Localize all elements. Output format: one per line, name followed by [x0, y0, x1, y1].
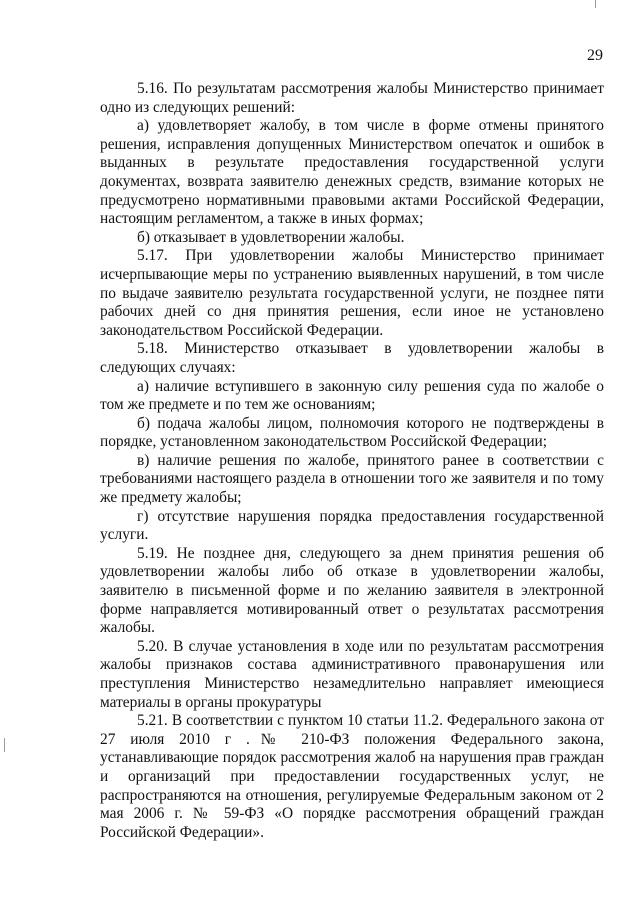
- paragraph-5-18-d: г) отсутствие нарушения порядка предоставления государственной услуги.: [100, 507, 604, 544]
- document-body: [100, 80, 604, 842]
- paragraph-5-16-a: а) удовлетворяет жалобу, в том числе в форме отмены принятого решения, исправления допущенных Министерством опечаток и ошибок в выданных в результате предоставления государственной услуги документах, возврата заявителю денежных средств, взимание которых не предусмотрено нормативными правовыми актами Российской Федерации, настоящим регламентом, а также в иных формах;: [100, 117, 604, 228]
- paragraph-5-18: 5.18. Министерство отказывает в удовлетворении жалобы в следующих случаях:: [100, 340, 604, 376]
- page-number: 29: [587, 47, 603, 64]
- scan-mark-left: [4, 738, 5, 752]
- paragraph-5-21: 5.21. В соответствии с пунктом 10 статьи 11.2. Федерального закона от 27 июля 2010 г .№ 210-ФЗ положения Федерального закона, устанавливающие порядок рассмотрения жалоб на нарушения прав граждан и организаций при предоставлении государственных услуг, не распространяются на отношения, регулируемые Федеральным законом от 2 мая 2006 г. № 59-ФЗ «О порядке рассмотрения обращений граждан Российской Федерации».: [100, 712, 604, 841]
- paragraph-5-18-a: а) наличие вступившего в законную силу решения суда по жалобе о том же предмете и по тем же основаниям;: [100, 377, 604, 414]
- paragraph-5-16: 5.16. По результатам рассмотрения жалобы Министерство принимает одно из следующих решений:: [100, 80, 604, 116]
- paragraph-5-20: 5.20. В случае установления в ходе или по результатам рассмотрения жалобы признаков состава административного правонарушения или преступления Министерство незамедлительно направляет имеющиеся материалы в органы прокуратуры: [100, 637, 604, 711]
- paragraph-5-19: 5.19. Не позднее дня, следующего за днем принятия решения об удовлетворении жалобы либо об отказе в удовлетворении жалобы, заявителю в письменной форме и по желанию заявителя в электронной форме направляется мотивированный ответ о результатах рассмотрения жалобы.: [100, 544, 604, 637]
- paragraph-5-17: 5.17. При удовлетворении жалобы Министерство принимает исчерпывающие меры по устранению выявленных нарушений, в том числе по выдаче заявителю результата государственной услуги, не позднее пяти рабочих дней со дня принятия решения, если иное не установлено законодательством Российской Федерации.: [100, 247, 604, 339]
- scan-mark-top: [595, 0, 596, 8]
- paragraph-5-18-b: б) подача жалобы лицом, полномочия которого не подтверждены в порядке, установленном законодательством Российской Федерации;: [100, 414, 604, 451]
- paragraph-5-18-c: в) наличие решения по жалобе, принятого ранее в соответствии с требованиями настоящего раздела в отношении того же заявителя и по тому же предмету жалобы;: [100, 451, 604, 507]
- paragraph-5-16-b: б) отказывает в удовлетворении жалобы.: [137, 228, 405, 246]
